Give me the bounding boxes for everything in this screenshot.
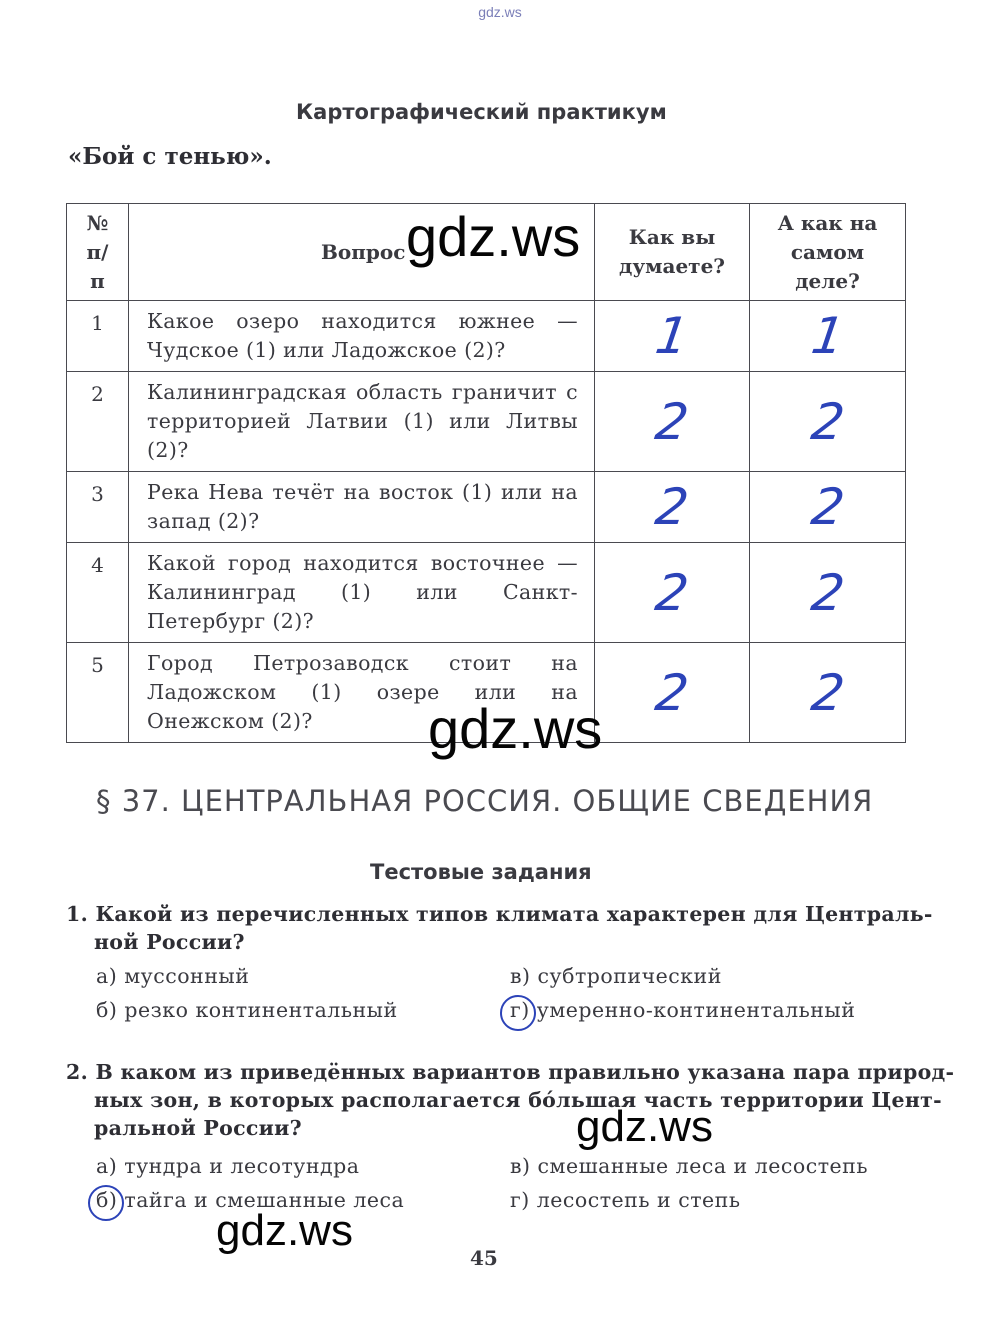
handwritten-answer: 2 (807, 478, 848, 536)
actual-answer (750, 301, 906, 372)
question-2-line2: ных зон, в которых располагается бóльшая часть территории Цент- (94, 1088, 942, 1112)
handwritten-answer: 2 (652, 563, 692, 622)
q1-option-b[interactable]: б) резко континентальный (96, 998, 398, 1022)
q1-option-v[interactable]: в) субтропический (510, 964, 722, 988)
handwritten-answer: 2 (807, 563, 848, 622)
row-number: 4 (67, 543, 129, 643)
table-row (67, 543, 906, 643)
row-number: 1 (67, 301, 129, 372)
guess-answer (595, 372, 750, 472)
row-question: Калининградская область граничит с территорией Латвии (1) или Литвы (2)? (129, 372, 595, 472)
row-question: Город Петрозаводск стоит на Ладожском (1) озере или на Онежском (2)? (129, 643, 595, 743)
watermark: gdz.ws (406, 205, 581, 268)
handwritten-answer: 1 (652, 307, 692, 365)
question-2-line3: ральной России? (94, 1116, 302, 1140)
header-actual: А как на самом деле? (750, 204, 906, 301)
row-question: Какой город находится восточнее — Калининград (1) или Санкт-Петербург (2)? (129, 543, 595, 643)
guess-answer (595, 543, 750, 643)
guess-answer (595, 472, 750, 543)
page-number: 45 (470, 1246, 498, 1270)
handwritten-answer: 2 (807, 392, 848, 451)
row-question: Какое озеро находится южнее — Чудское (1) или Ладожское (2)? (129, 301, 595, 372)
actual-answer (750, 543, 906, 643)
table-row (67, 472, 906, 543)
table-row (67, 372, 906, 472)
row-number: 2 (67, 372, 129, 472)
q2-option-b[interactable]: б) тайга и смешанные леса (96, 1188, 405, 1212)
section-heading: Картографический практикум (296, 100, 667, 124)
watermark: gdz.ws (216, 1206, 353, 1255)
practicum-title: «Бой с тенью». (68, 143, 272, 170)
actual-answer (750, 472, 906, 543)
question-1-line1: 1. Какой из перечисленных типов климата характерен для Централь- (66, 902, 933, 926)
tests-heading: Тестовые задания (370, 860, 592, 884)
row-question: Река Нева течёт на восток (1) или на запад (2)? (129, 472, 595, 543)
selected-answer-circle (500, 995, 536, 1031)
quiz-table (66, 203, 906, 743)
question-1-line2: ной России? (94, 930, 245, 954)
header-num: № п/п (67, 204, 129, 301)
row-number: 3 (67, 472, 129, 543)
q2-option-v[interactable]: в) смешанные леса и лесостепь (510, 1154, 868, 1178)
question-2-line1: 2. В каком из приведённых вариантов правильно указана пара природ- (66, 1060, 955, 1084)
handwritten-answer: 2 (652, 392, 692, 451)
watermark: gdz.ws (428, 697, 603, 760)
guess-answer (595, 301, 750, 372)
guess-answer (595, 643, 750, 743)
handwritten-answer: 2 (652, 663, 692, 722)
q2-option-a[interactable]: а) тундра и лесотундра (96, 1154, 360, 1178)
watermark: gdz.ws (576, 1102, 713, 1151)
actual-answer (750, 372, 906, 472)
chapter-title: § 37. ЦЕНТРАЛЬНАЯ РОССИЯ. ОБЩИЕ СВЕДЕНИЯ (96, 784, 874, 818)
header-guess: Как вы думаете? (595, 204, 750, 301)
selected-answer-circle (88, 1185, 124, 1221)
row-number: 5 (67, 643, 129, 743)
handwritten-answer: 1 (807, 307, 848, 365)
q2-option-g[interactable]: г) лесостепь и степь (510, 1188, 741, 1212)
handwritten-answer: 2 (652, 478, 692, 536)
q1-option-g[interactable]: г) умеренно-континентальный (510, 998, 856, 1022)
header-question: Вопрос (129, 204, 595, 301)
handwritten-answer: 2 (807, 663, 848, 722)
top-watermark: gdz.ws (478, 4, 522, 20)
table-row (67, 301, 906, 372)
actual-answer (750, 643, 906, 743)
q1-option-a[interactable]: а) муссонный (96, 964, 250, 988)
